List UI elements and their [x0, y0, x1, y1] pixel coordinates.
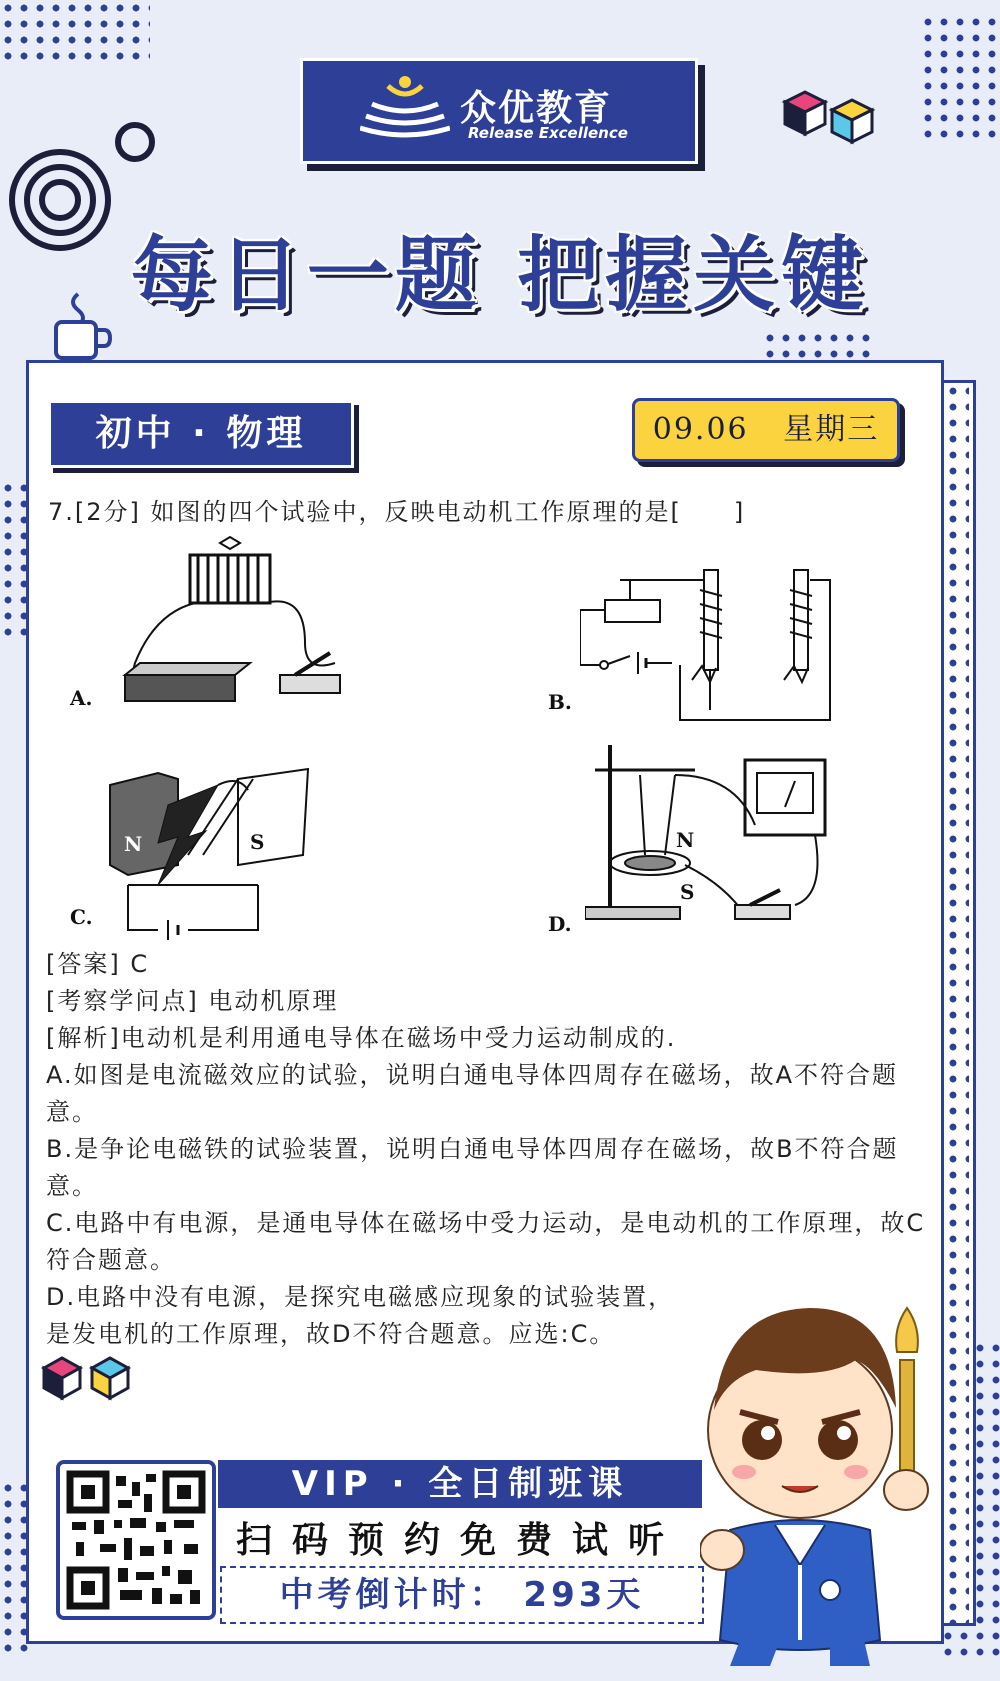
figure-d-diagram: [585, 745, 835, 930]
figure-b-diagram: [580, 560, 840, 730]
decor-dots-top-left: [0, 0, 150, 62]
analysis-d-line1: D.电路中没有电源，是探究电磁感应现象的试验装置，: [46, 1283, 675, 1311]
figure-d-s-label: S: [680, 880, 695, 904]
mascot-character: [700, 1300, 970, 1675]
figure-c-label: C.: [70, 905, 93, 929]
weekday-value: 星期三: [783, 412, 880, 447]
brand-name: 众优教育: [460, 88, 613, 129]
knowledge-point: [考察学问点] 电动机原理: [46, 987, 339, 1015]
small-cubes-icon: [40, 1352, 140, 1412]
cubes-icon: [780, 82, 880, 152]
figure-d-label: D.: [548, 912, 572, 936]
analysis-a: A.如图是电流磁效应的试验，说明白通电导体四周存在磁场，故A不符合题意。: [46, 1061, 899, 1126]
analysis-d-line2: 是发电机的工作原理，故D不符合题意。应选:C。: [46, 1320, 616, 1348]
analysis-c: C.电路中有电源，是通电导体在磁场中受力运动，是电动机的工作原理，故C符合题意。: [46, 1209, 926, 1274]
decor-dots-bottom-left: [0, 1480, 28, 1660]
brand-tagline: Release Excellence: [468, 124, 628, 142]
decor-dots-left-edge: [0, 480, 28, 640]
date-value: 09.06: [652, 412, 749, 447]
qr-code[interactable]: [56, 1460, 216, 1620]
question-text: 7.[2分] 如图的四个试验中，反映电动机工作原理的是[ ]: [48, 498, 746, 526]
scan-to-book-text: 扫码预约免费试听: [235, 1520, 684, 1561]
magnet-n-label: N: [124, 832, 143, 856]
vip-class-banner: VIP · 全日制班课: [218, 1460, 702, 1508]
figure-a-label: A.: [70, 686, 93, 710]
analysis-intro: [解析]电动机是利用通电导体在磁场中受力运动制成的.: [46, 1024, 677, 1052]
logo-emblem-icon: [360, 72, 450, 142]
answer-text: [答案] C: [46, 950, 150, 978]
magnet-s-label: S: [250, 830, 265, 854]
figure-d-n-label: N: [676, 828, 695, 852]
figure-a-diagram: [110, 535, 360, 715]
decor-dots-mid-right: [762, 330, 870, 360]
subject-badge: 初中 · 物理: [48, 400, 354, 468]
exam-countdown: 中考倒计时： 293天: [220, 1566, 704, 1624]
date-badge: [632, 398, 900, 462]
decor-dots-top-right: [920, 14, 996, 138]
analysis-b: B.是争论电磁铁的试验装置，说明白通电导体四周存在磁场，故B不符合题意。: [46, 1135, 899, 1200]
qr-code-icon: [60, 1464, 212, 1616]
page-title: 每日一题 把握关键: [130, 228, 870, 323]
figure-b-label: B.: [548, 690, 572, 714]
